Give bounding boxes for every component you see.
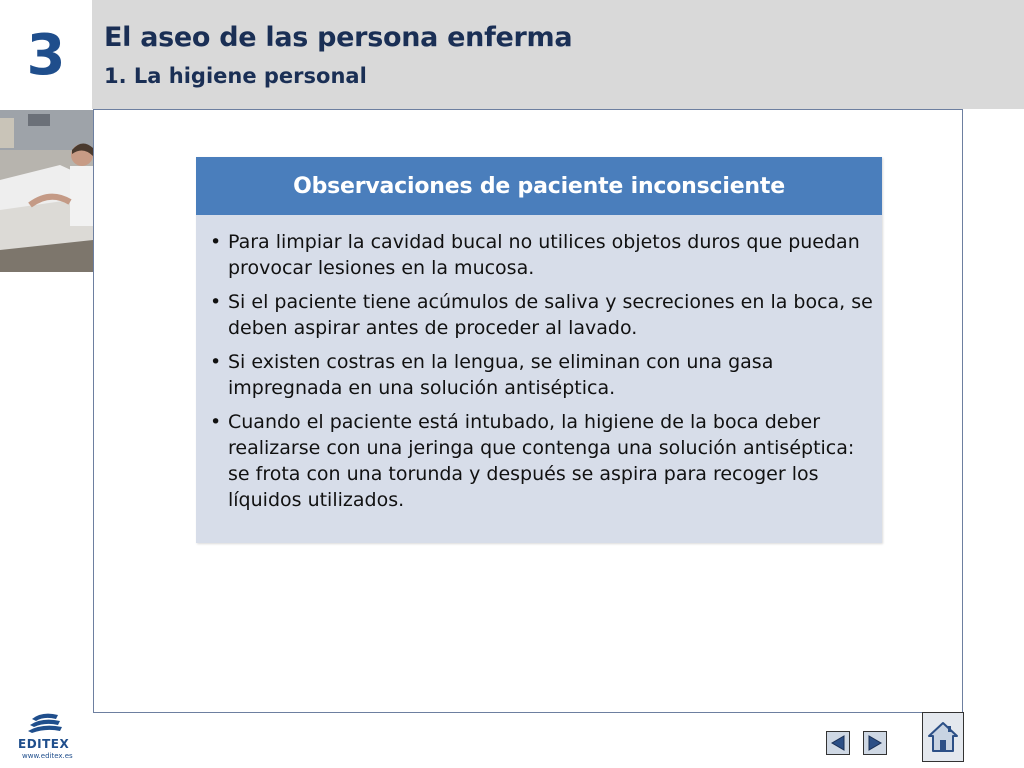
logo-url: www.editex.es [22, 752, 73, 760]
page-subtitle: 1. La higiene personal [104, 64, 367, 88]
chapter-number: 3 [26, 22, 66, 88]
bullet-icon: • [210, 291, 222, 313]
nursing-photo [0, 110, 93, 272]
nursing-photo-image [0, 110, 93, 272]
editex-logo-icon [18, 711, 78, 737]
list-item [210, 349, 876, 401]
house-icon [926, 720, 960, 754]
observations-list [210, 229, 876, 521]
home-button[interactable] [922, 712, 964, 762]
list-item [210, 229, 876, 281]
list-item-text: Cuando el paciente está intubado, la higiene de la boca deber realizarse con una jeringa que contenga una solución antiséptica: se frota con una torunda y después se aspira para recoger los líquidos utilizados. [228, 411, 855, 511]
bullet-icon: • [210, 411, 222, 433]
logo-text: EDITEX [18, 737, 70, 751]
previous-button[interactable] [826, 731, 850, 755]
observations-card [196, 157, 882, 543]
card-title: Observaciones de paciente inconsciente [196, 157, 882, 215]
list-item-text: Si existen costras en la lengua, se eliminan con una gasa impregnada en una solución antiséptica. [228, 351, 774, 399]
triangle-right-icon [866, 734, 884, 752]
list-item [210, 409, 876, 513]
header-band [92, 0, 1024, 109]
list-item [210, 289, 876, 341]
next-button[interactable] [863, 731, 887, 755]
triangle-left-icon [829, 734, 847, 752]
bullet-icon: • [210, 231, 222, 253]
list-item-text: Si el paciente tiene acúmulos de saliva y secreciones en la boca, se deben aspirar antes de proceder al lavado. [228, 291, 873, 339]
list-item-text: Para limpiar la cavidad bucal no utilices objetos duros que puedan provocar lesiones en la mucosa. [228, 231, 860, 279]
page-title: El aseo de las persona enferma [104, 22, 573, 53]
bullet-icon: • [210, 351, 222, 373]
